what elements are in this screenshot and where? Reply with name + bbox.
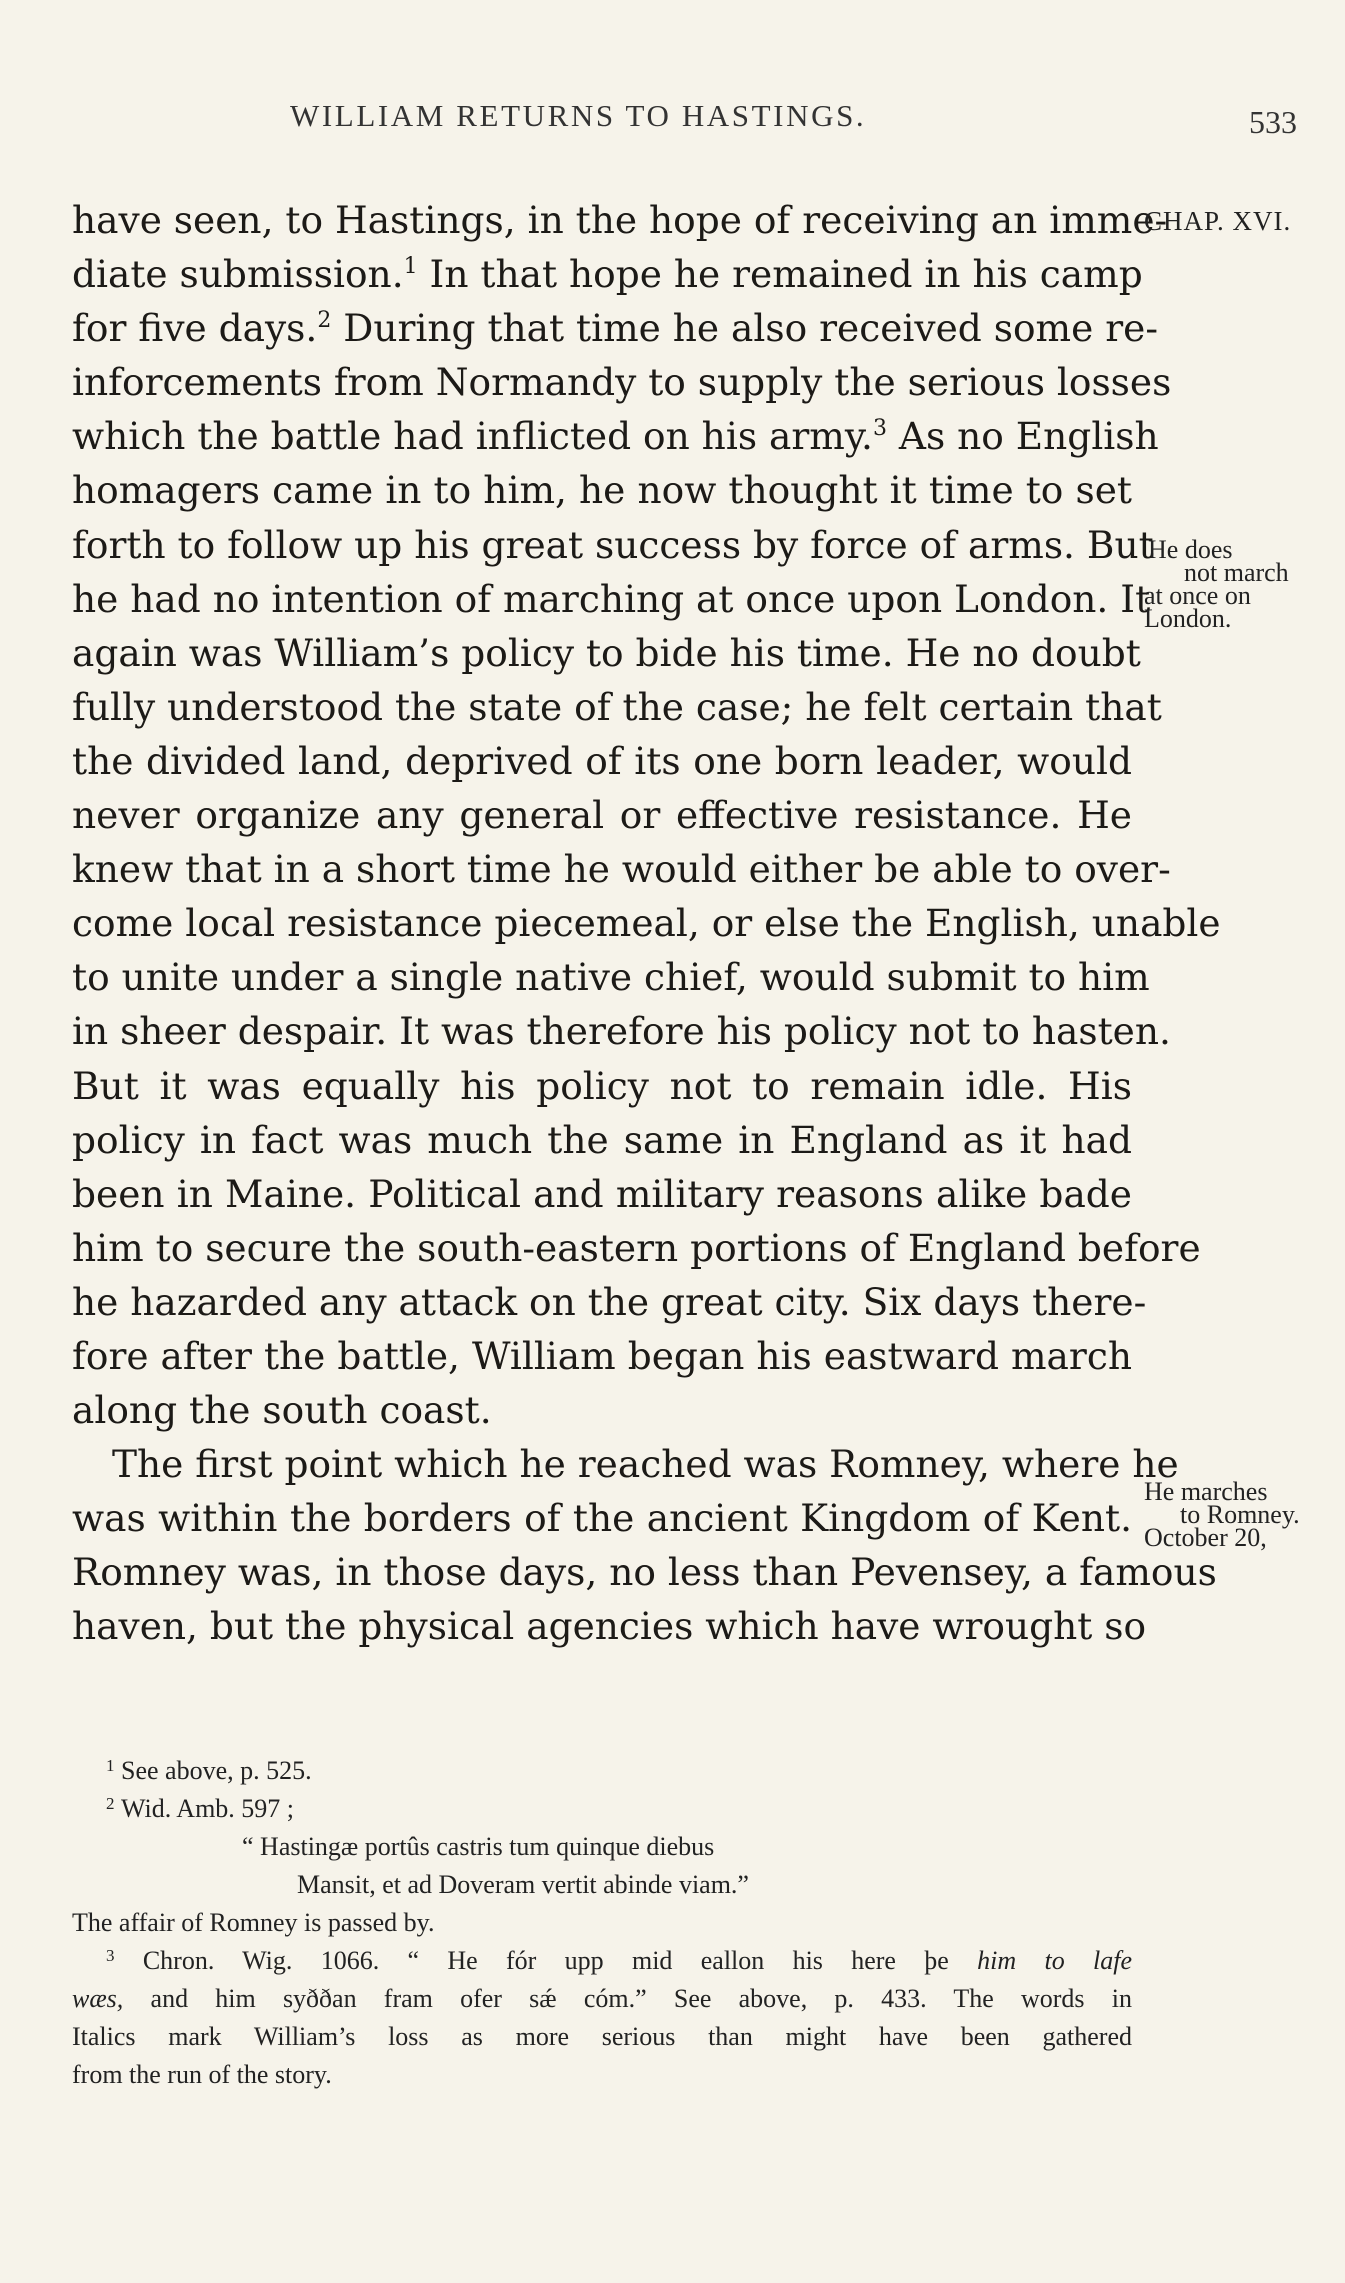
text-line: along the south coast. xyxy=(72,1388,492,1433)
footnote-verse-line: “ Hastingæ portûs castris tum quinque diebus xyxy=(242,1832,715,1861)
text-line: diate submission.$^1$ In that hope he remained in his camp xyxy=(72,252,1143,297)
text-line: which the battle had inflicted on his army.$^3$ As no English xyxy=(72,414,1159,459)
footnote-3-line: Italics mark William’s loss as more serious than might have been gathered xyxy=(72,2022,1132,2051)
text-line: policy in fact was much the same in England as it had xyxy=(72,1117,1132,1162)
text-line: inforcements from Normandy to supply the serious losses xyxy=(72,360,1172,405)
text-line: been in Maine. Political and military reasons alike bade xyxy=(72,1171,1132,1216)
text-line: was within the borders of the ancient Kingdom of Kent. xyxy=(72,1496,1132,1541)
text-line: fore after the battle, William began his eastward march xyxy=(72,1333,1132,1378)
text-line: haven, but the physical agencies which have wrought so xyxy=(72,1604,1147,1649)
text-line: fully understood the state of the case; he felt certain that xyxy=(72,684,1162,729)
running-title: WILLIAM RETURNS TO HASTINGS. xyxy=(290,98,867,133)
text-line: knew that in a short time he would either be able to over- xyxy=(72,847,1171,892)
text-line: But it was equally his policy not to remain idle. His xyxy=(72,1063,1132,1108)
footnotes xyxy=(72,1752,1132,2094)
footnote-2: $^2$ Wid. Amb. 597 ; xyxy=(106,1794,295,1823)
footnote-verse-line: Mansit, et ad Doveram vertit abinde viam.” xyxy=(297,1870,749,1899)
text-line: again was William’s policy to bide his time. He no doubt xyxy=(72,630,1141,675)
marginal-note-london: He does not march at once on London. xyxy=(1144,535,1289,633)
footnote-mark: 1 xyxy=(403,254,418,280)
text-line: come local resistance piecemeal, or else the English, unable xyxy=(72,901,1221,946)
text-line: forth to follow up his great success by force of arms. But xyxy=(72,522,1154,567)
text-line: homagers came in to him, he now thought it time to set xyxy=(72,468,1132,513)
text-line: in sheer despair. It was therefore his policy not to hasten. xyxy=(72,1009,1171,1054)
text-line: have seen, to Hastings, in the hope of receiving an imme- xyxy=(72,198,1168,242)
chapter-marginal-note: CHAP. XVI. xyxy=(1144,206,1292,236)
text-line: he had no intention of marching at once upon London. It xyxy=(72,576,1151,621)
text-line: to unite under a single native chief, would submit to him xyxy=(72,955,1150,1000)
text-line: The first point which he reached was Romney, where he xyxy=(112,1442,1179,1487)
text-line: the divided land, deprived of its one born leader, would xyxy=(72,738,1132,783)
text-line: for five days.$^2$ During that time he also received some re- xyxy=(72,306,1159,351)
marginal-note-romney: He marches to Romney. October 20, xyxy=(1144,1477,1300,1552)
footnote-mark: 2 xyxy=(317,308,332,334)
text-line: never organize any general or effective resistance. He xyxy=(72,793,1132,838)
text-line: he hazarded any attack on the great city. Six days there- xyxy=(72,1279,1147,1324)
footnote-1: $^1$ See above, p. 525. xyxy=(106,1756,312,1785)
page-number: 533 xyxy=(1249,104,1297,140)
footnote-2-continued: The affair of Romney is passed by. xyxy=(72,1908,435,1937)
footnote-3-line: wæs, and him syððan fram ofer sǽ cóm.” See above, p. 433. The words in xyxy=(72,1984,1132,2013)
footnote-3: $^3$ Chron. Wig. 1066. “ He fór upp mid eallon his here þe him to lafe xyxy=(106,1946,1133,1975)
footnote-mark: 3 xyxy=(872,416,887,442)
text-line: Romney was, in those days, no less than Pevensey, a famous xyxy=(72,1550,1217,1595)
text-line: him to secure the south-eastern portions of England before xyxy=(72,1225,1201,1270)
footnote-3-line: from the run of the story. xyxy=(72,2060,332,2089)
